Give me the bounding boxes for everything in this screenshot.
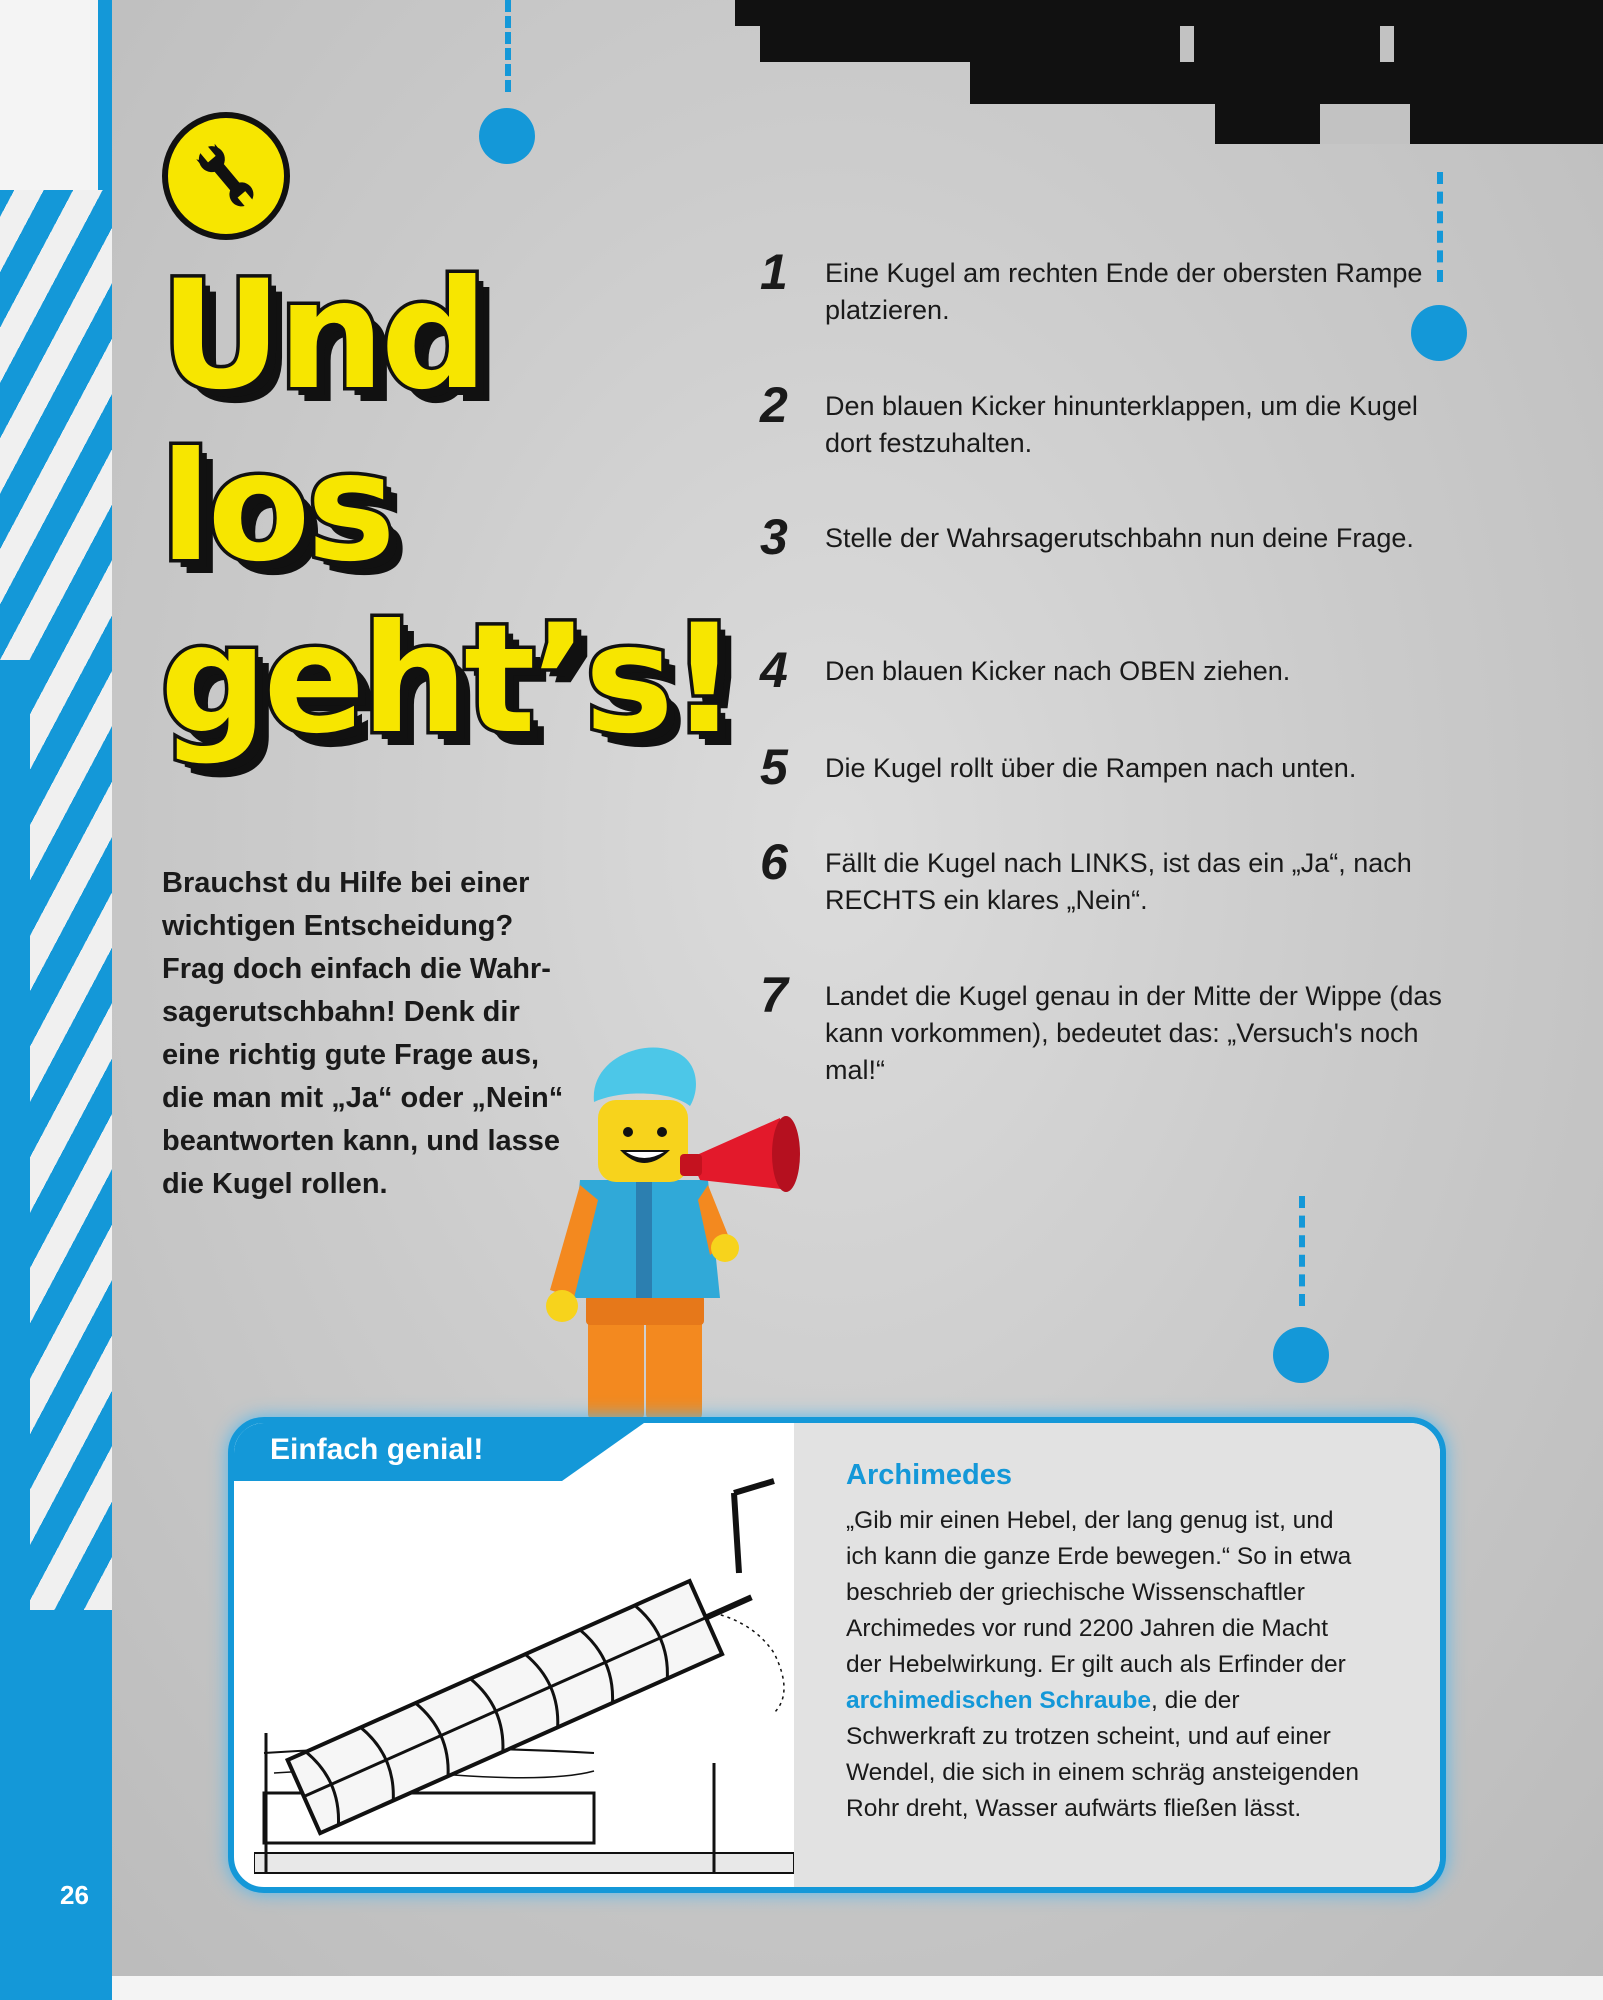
pixel-block [1380,26,1394,62]
step-number: 3 [760,509,788,565]
pixel-block [970,62,1603,104]
pixel-block [735,0,1603,26]
page-number: 26 [60,1880,89,1910]
info-box-body [846,1503,1366,1827]
minifigure-illustration [540,1040,870,1440]
step-text: Stelle der Wahrsagerutschbahn nun deine Frage. [825,523,1414,553]
intro-text: Brauchst du Hilfe bei einer wichtigen Entscheidung? Frag doch einfach die Wahrsagerutschbahn! Denk dir eine richtig gute Frage aus, die man mit „Ja“ oder „Nein“ beantworten kann, und lasse die Kugel rollen. [162,867,564,1200]
blue-dot [479,108,535,164]
page-title [160,250,734,766]
info-box-title: Archimedes [846,1459,1013,1491]
archimedean-screw-link[interactable]: archimedischen Schraube [846,1687,1152,1714]
step-text: Eine Kugel am rechten Ende der obersten Rampe platzieren. [825,258,1423,325]
step-text: Den blauen Kicker hinunterklappen, um die Kugel dort festzuhalten. [825,391,1418,458]
pixel-block [1180,26,1194,62]
dashed-line [505,0,517,92]
bottom-border [112,1976,1603,2000]
dashed-line [1299,1196,1311,1306]
step-text: Landet die Kugel genau in der Mitte der Wippe (das kann vorkommen), bedeutet das: „Versuch's noch mal!“ [825,981,1442,1085]
step-number: 2 [760,377,788,433]
wrench-badge [162,112,290,240]
info-box-body-text-end: , die der Schwerkraft zu trotzen scheint, und auf einer Wendel, die sich in einem schräg ansteigenden Rohr dreht, Wasser aufwärts fließen lässt. [846,1687,1360,1822]
wrench-icon [184,134,268,218]
step-text: Fällt die Kugel nach LINKS, ist das ein „Ja“, nach RECHTS ein klares „Nein“. [825,848,1412,915]
step-text: Den blauen Kicker nach OBEN ziehen. [825,656,1291,686]
step-number: 4 [760,642,788,698]
step-number: 5 [760,739,788,795]
step-number: 1 [760,244,788,300]
info-box [228,1417,1446,1893]
step-number: 6 [760,834,788,890]
archimedes-screw-illustration [254,1453,794,1883]
title-line-1: Und [160,249,484,423]
left-border-mid [0,660,30,1610]
title-line-2: los [160,421,392,595]
blue-dot [1273,1327,1329,1383]
info-box-body-text: „Gib mir einen Hebel, der lang genug ist, und ich kann die ganze Erde bewegen.“ So in etwa beschrieb der griechische Wissenschaftler Archimedes vor rund 2200 Jahren die Macht der Hebelwirkung. Er gilt auch als Erfinder der [846,1507,1352,1678]
pixel-block [1320,104,1410,144]
step-number: 7 [760,967,788,1023]
title-line-3: geht’s! [160,593,735,767]
left-border-top [0,0,112,190]
step-text: Die Kugel rollt über die Rampen nach unten. [825,753,1357,783]
info-box-tab-label: Einfach genial! [270,1433,484,1466]
left-border-bottom [0,1610,112,2000]
